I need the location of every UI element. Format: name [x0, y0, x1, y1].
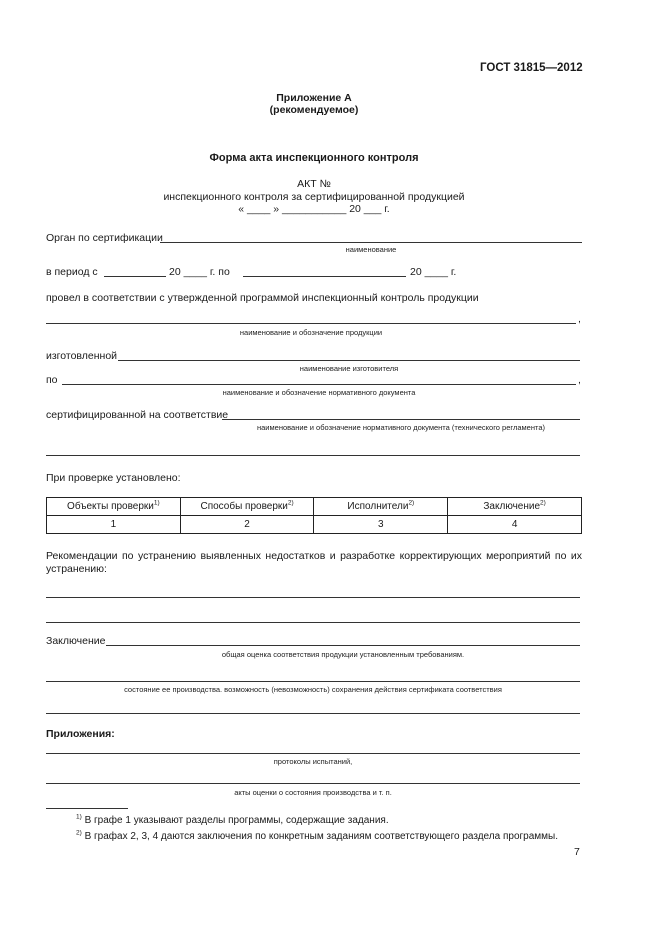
certified-label: сертифицированной на соответствие [46, 409, 229, 421]
header-objects: Объекты проверки$^{1)}$ [47, 498, 181, 516]
manufacturer-field[interactable] [118, 360, 580, 361]
period-year2: 20 ____ г. [410, 266, 457, 278]
organ-field[interactable] [160, 242, 582, 243]
conclusion-line-3[interactable] [46, 713, 580, 714]
period-to-field[interactable] [243, 276, 406, 277]
appendix-title: Приложение А [276, 92, 352, 104]
norm-doc-hint: наименование и обозначение нормативного документа [222, 388, 416, 397]
standard-number: ГОСТ 31815—2012 [480, 62, 583, 74]
col-number: 4 [448, 516, 582, 534]
form-title: Форма акта инспекционного контроля [209, 152, 419, 164]
organ-label: Орган по сертификации [46, 232, 163, 244]
findings-label: При проверке установлено: [46, 472, 181, 484]
appendix-status: (рекомендуемое) [269, 104, 359, 116]
footnote-1: $^{1)}$ В графе 1 указывают разделы программы, содержащие задания. [76, 813, 389, 826]
attachments-line-1[interactable] [46, 753, 580, 754]
act-subtitle: инспекционного контроля за сертифицированной продукцией [163, 191, 465, 203]
table-header-row [47, 498, 582, 516]
col-number: 2 [180, 516, 314, 534]
col-number: 1 [47, 516, 181, 534]
header-conclusion: Заключение$^{2)}$ [448, 498, 582, 516]
conducted-text: провел в соответствии с утвержденной программой инспекционный контроль продукции [46, 292, 479, 304]
norm-doc-field[interactable] [62, 384, 576, 385]
by-label: по [46, 374, 58, 386]
organ-hint: наименование [345, 245, 397, 254]
tech-reg-field[interactable] [222, 419, 580, 420]
certified-extra-line[interactable] [46, 455, 580, 456]
footnote-2: $^{2)}$ В графах 2, 3, 4 даются заключения по конкретным заданиям соответствующего раздела программы. [76, 829, 558, 842]
manufactured-label: изготовленной [46, 350, 118, 362]
by-comma: , [578, 374, 581, 386]
attachments-line-2[interactable] [46, 783, 580, 784]
recommendations-line-1[interactable] [46, 597, 580, 598]
manufacturer-hint: наименование изготовителя [299, 364, 399, 373]
col-number: 3 [314, 516, 448, 534]
recommendations-text: Рекомендации по устранению выявленных недостатков и разработке корректирующих мероприятий по их устранению: [46, 550, 582, 575]
footnote-separator [46, 808, 128, 809]
period-from-field[interactable] [104, 276, 166, 277]
period-year1: 20 ____ г. по [169, 266, 230, 278]
page-number: 7 [574, 846, 580, 858]
table-number-row [47, 516, 582, 534]
header-methods: Способы проверки$^{2)}$ [180, 498, 314, 516]
attachments-label: Приложения: [46, 728, 115, 740]
conclusion-hint-1: общая оценка соответствия продукции установленным требованиям. [221, 650, 465, 659]
conclusion-hint-2: состояние ее производства. возможность (невозможность) сохранения действия сертификата соответствия [124, 685, 502, 694]
product-field[interactable] [46, 323, 576, 324]
product-comma: , [578, 313, 581, 325]
header-executors: Исполнители$^{2)}$ [314, 498, 448, 516]
checks-table [46, 497, 582, 534]
period-prefix: в период с [46, 266, 98, 278]
conclusion-field[interactable] [106, 645, 580, 646]
recommendations-line-2[interactable] [46, 622, 580, 623]
product-hint: наименование и обозначение продукции [239, 328, 383, 337]
attachments-hint-1: протоколы испытаний, [273, 757, 353, 766]
conclusion-line-2[interactable] [46, 681, 580, 682]
conclusion-label: Заключение [46, 635, 106, 647]
act-title: АКТ № [297, 178, 331, 190]
tech-reg-hint: наименование и обозначение нормативного документа (технического регламента) [256, 423, 545, 432]
attachments-hint-2: акты оценки о состояния производства и т. п. [234, 788, 392, 797]
act-date-line: « ____ » ___________ 20 ___ г. [238, 203, 390, 215]
